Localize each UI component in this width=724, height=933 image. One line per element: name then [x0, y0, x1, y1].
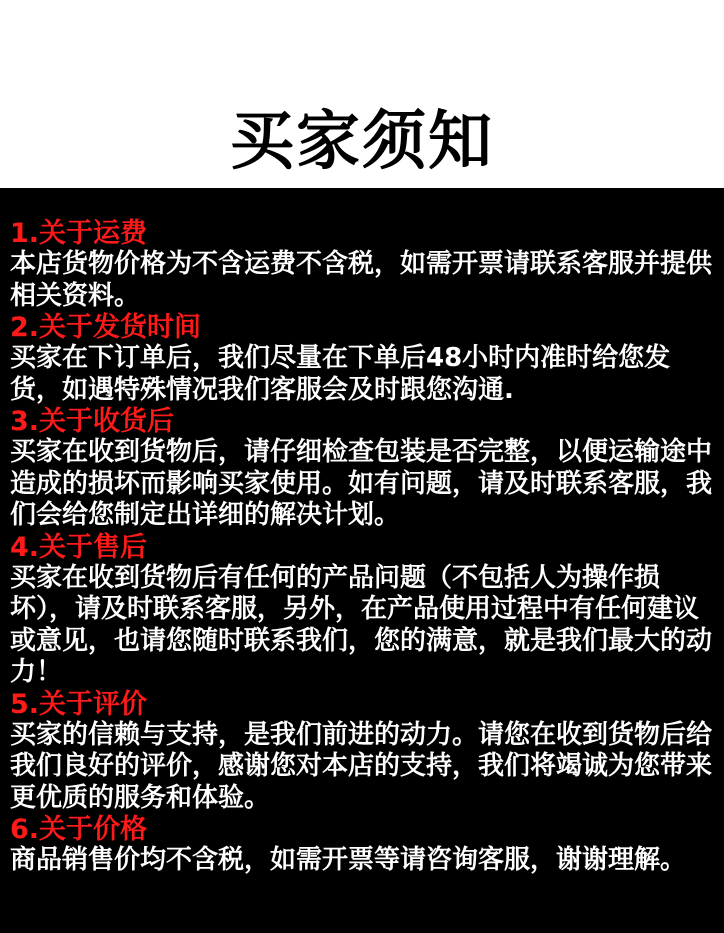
section-heading: 1.关于运费	[10, 218, 148, 249]
section-body: 买家在收到货物后，请仔细检查包装是否完整，以便运输途中造成的损坏而影响买家使用。如有问题，请及时联系客服，我们会给您制定出详细的解决计划。	[10, 437, 713, 530]
section-heading: 4.关于售后	[10, 531, 148, 563]
notice-section	[10, 313, 714, 407]
section-heading: 3.关于收货后	[10, 406, 175, 437]
section-heading: 2.关于发货时间	[10, 312, 202, 343]
header	[0, 0, 724, 188]
page-title: 买家须知	[230, 105, 494, 179]
section-heading: 5.关于评价	[10, 688, 148, 720]
notice-section	[10, 407, 714, 533]
notice-section	[10, 219, 714, 313]
notice-section	[10, 815, 714, 878]
notice-list	[10, 219, 714, 878]
section-heading: 6.关于价格	[10, 814, 148, 845]
notice-section	[10, 690, 714, 816]
section-body: 买家在下订单后，我们尽量在下单后48小时内准时给您发货，如遇特殊情况我们客服会及时跟您沟通.	[10, 343, 671, 405]
notice-panel	[0, 188, 724, 933]
notice-section	[10, 533, 714, 690]
section-body: 买家在收到货物后有任何的产品问题（不包括人为操作损坏），请及时联系客服，另外，在产品使用过程中有任何建议或意见，也请您随时联系我们，您的满意，就是我们最大的动力！	[10, 562, 713, 687]
section-body: 商品销售价均不含税，如需开票等请咨询客服，谢谢理解。	[10, 845, 687, 875]
section-body: 买家的信赖与支持，是我们前进的动力。请您在收到货物后给我们良好的评价，感谢您对本店的支持，我们将竭诚为您带来更优质的服务和体验。	[10, 719, 713, 813]
section-body: 本店货物价格为不含运费不含税，如需开票请联系客服并提供相关资料。	[10, 249, 713, 311]
